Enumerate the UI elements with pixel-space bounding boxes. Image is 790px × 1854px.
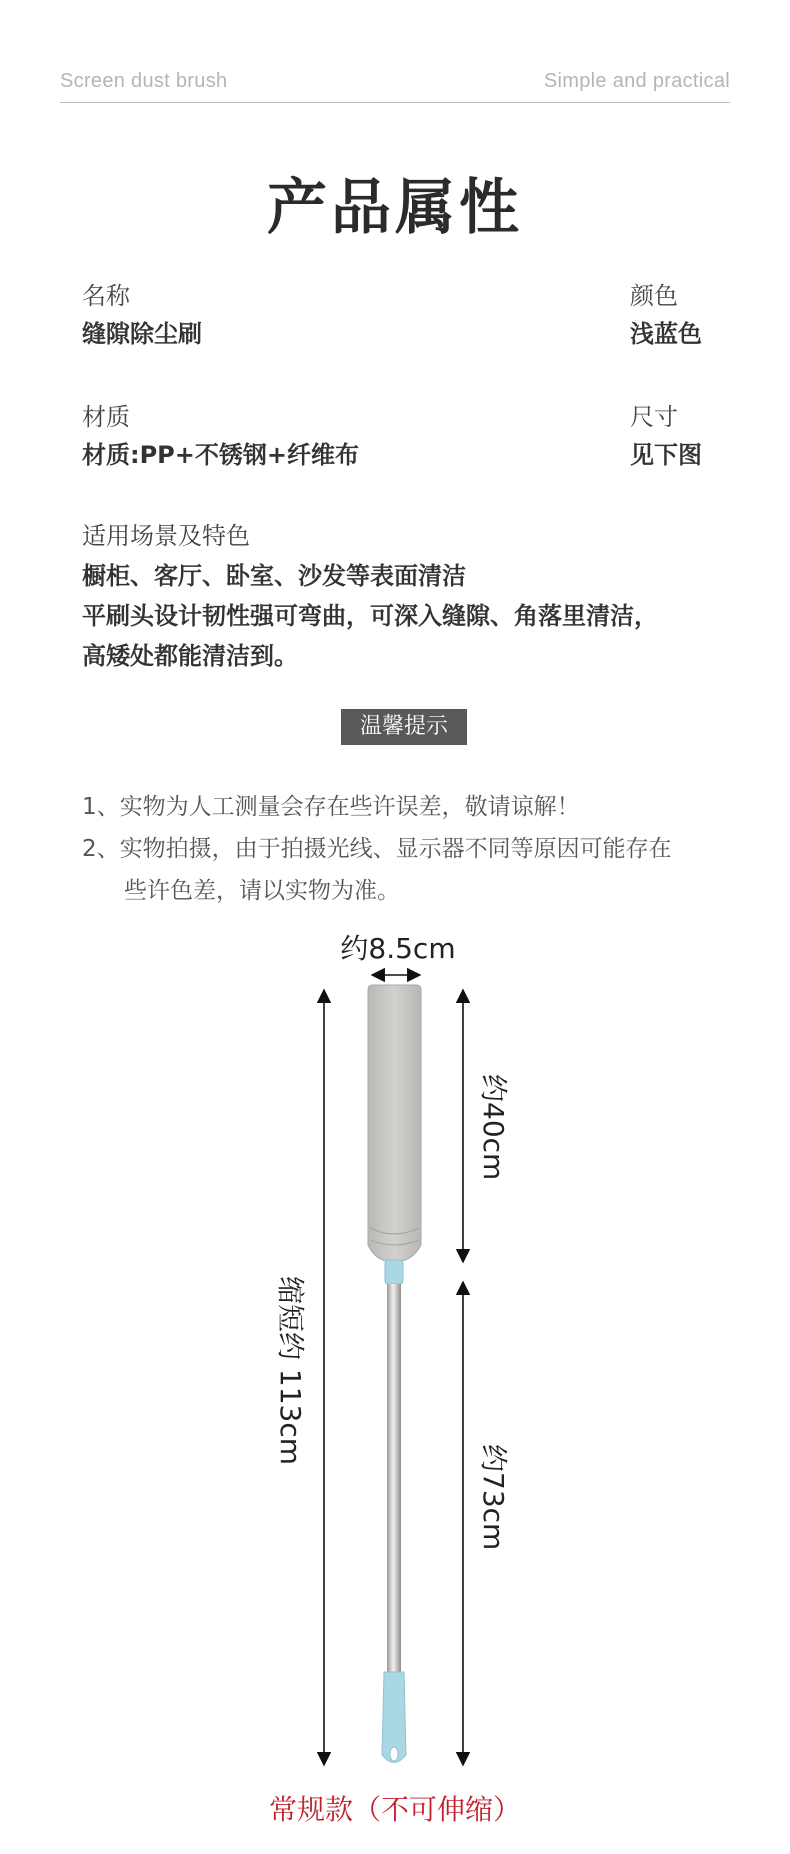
width-label: 约8.5cm [340,932,456,965]
scene-line-1: 橱柜、客厅、卧室、沙发等表面清洁 [82,562,466,590]
tip-item-3: 些许色差，请以实物为准。 [124,878,400,904]
tips-badge: 温馨提示 [341,709,467,745]
brush-handle [382,1672,406,1763]
color-label: 颜色 [630,282,678,310]
handle-length-label: 约73cm [477,1444,510,1551]
color-value: 浅蓝色 [630,320,702,348]
scene-line-2: 平刷头设计韧性强可弯曲，可深入缝隙、角落里清洁， [82,602,658,630]
size-label: 尺寸 [630,403,678,431]
size-value: 见下图 [630,441,702,469]
brush-ferrule [385,1260,403,1284]
material-value: 材质:PP+不锈钢+纤维布 [82,441,359,469]
head-length-label: 约40cm [477,1074,510,1181]
model-caption: 常规款（不可伸缩） [268,1793,521,1826]
name-value: 缝隙除尘刷 [82,320,202,348]
brush-pole [387,1284,401,1674]
scene-line-3: 高矮处都能清洁到。 [82,642,298,670]
total-length-label: 缩短约 113cm [274,1276,307,1466]
material-label: 材质 [82,403,130,431]
brush-head [368,985,421,1262]
name-label: 名称 [82,282,130,310]
header-right-text: Simple and practical [543,70,730,92]
page-title: 产品属性 [267,173,523,243]
header-left-text: Screen dust brush [60,70,228,92]
tip-item-1: 1、实物为人工测量会存在些许误差，敬请谅解！ [82,794,580,820]
tip-item-2: 2、实物拍摄，由于拍摄光线、显示器不同等原因可能存在 [82,836,672,862]
scene-label: 适用场景及特色 [82,522,250,550]
